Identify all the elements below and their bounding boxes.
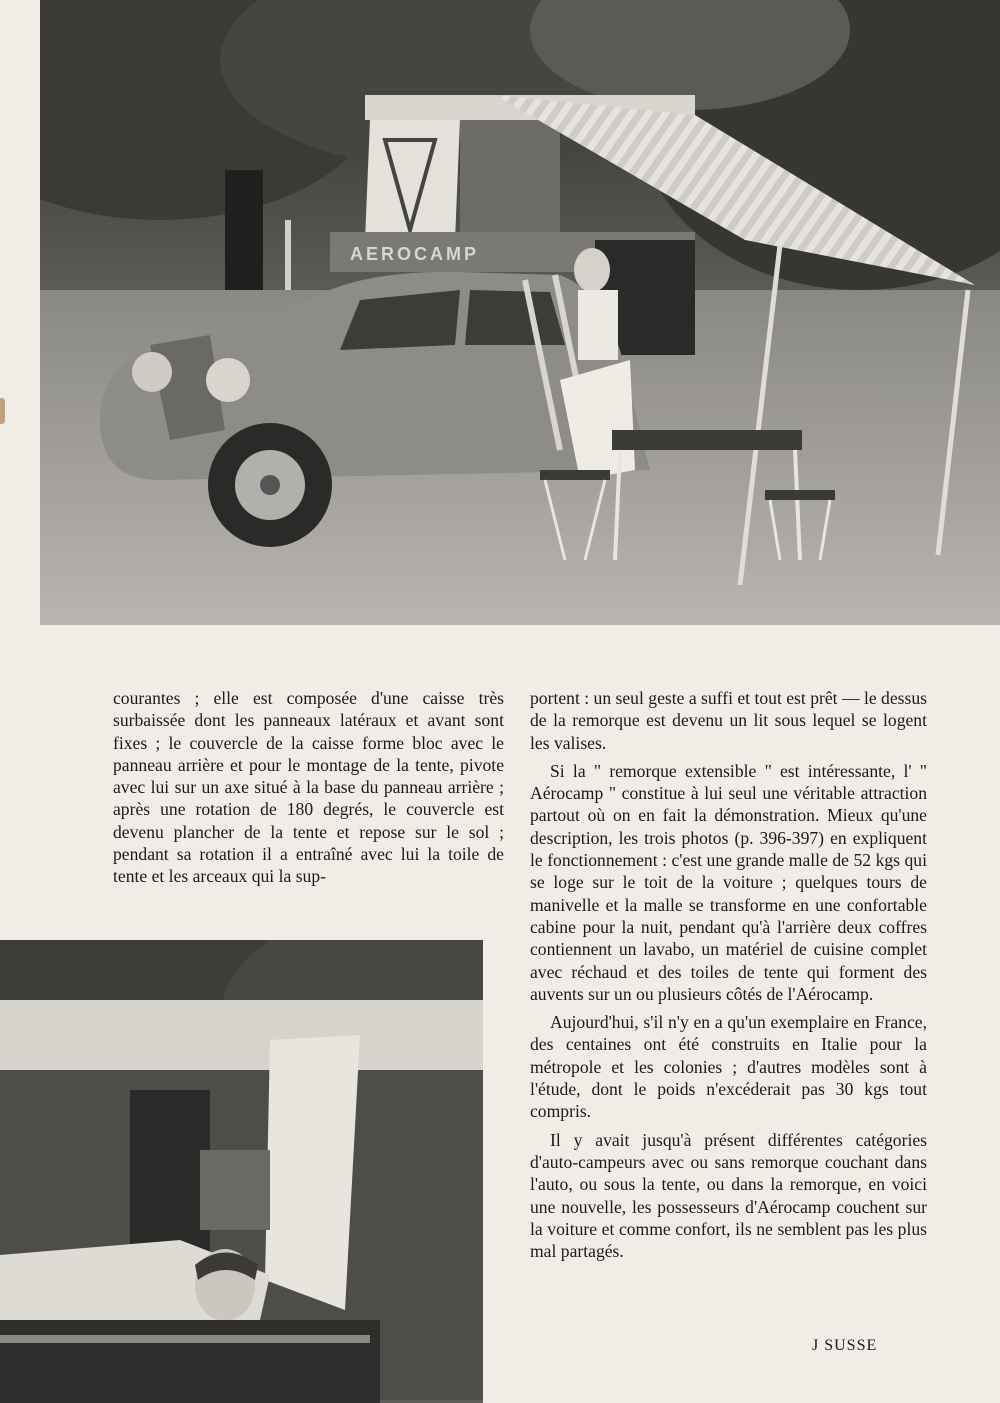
article-paragraph: Si la " remorque extensible " est intéressante, l' " Aérocamp " constitue à lui seul une véritable attraction partout où on en fait la démonstration. Mieux qu'une description, les trois photos (p. 396-397) en expliquent le fonctionnement : c'est une grande malle de 52 kgs qui se loge sur le toit de la voiture ; quelques tours de manivelle et la malle se transforme en une confortable cabine pour la nuit, pendant qu'à l'arrière deux coffres contiennent un lavabo, un matériel de cuisine complet avec réchaud et des toiles de tente qui forment des auvents sur un ou plusieurs côtés de l'Aérocamp. <box>530 760 927 1004</box>
article-right-column <box>530 687 927 1268</box>
article-paragraph: Aujourd'hui, s'il n'y en a qu'un exemplaire en France, des centaines ont été construits en Italie pour la métropole et les colonies ; d'autres modèles sont à l'étude, dont le poids n'excéderait pas 30 kgs tout compris. <box>530 1012 927 1122</box>
article-left-column <box>113 687 504 894</box>
photo-woman-in-cabin <box>0 940 483 1403</box>
article-paragraph: portent : un seul geste a suffi et tout est prêt — le dessus de la remorque est devenu un lit sous lequel se logent les valises. <box>530 688 927 753</box>
article-signature: J SUSSE <box>812 1337 878 1354</box>
photo-woman-in-cabin-image <box>0 940 483 1403</box>
photo-aerocamp-car-image <box>40 0 1000 625</box>
photo-aerocamp-car <box>40 0 1000 625</box>
article-paragraph: Il y avait jusqu'à présent différentes catégories d'auto-campeurs avec ou sans remorque couchant dans l'auto, ou sous la tente, ou dans la remorque, en voici une nouvelle, les possesseurs d'Aérocamp couchent sur la voiture et comme confort, ils ne semblent pas les plus mal partagés. <box>530 1129 927 1262</box>
page-edge-stain <box>0 398 5 424</box>
roof-sign-text: AEROCAMP <box>350 244 480 264</box>
article-paragraph: courantes ; elle est composée d'une caisse très surbaissée dont les panneaux latéraux et avant sont fixes ; le couvercle de la caisse forme bloc avec le panneau arrière et pour le montage de la tente, pivote avec lui sur un axe situé à la base du panneau arrière ; après une rotation de 180 degrés, le couvercle est devenu plancher de la tente et repose sur le sol ; pendant sa rotation il a entraîné avec lui la toile de tente et les arceaux qui la sup- <box>113 688 504 887</box>
